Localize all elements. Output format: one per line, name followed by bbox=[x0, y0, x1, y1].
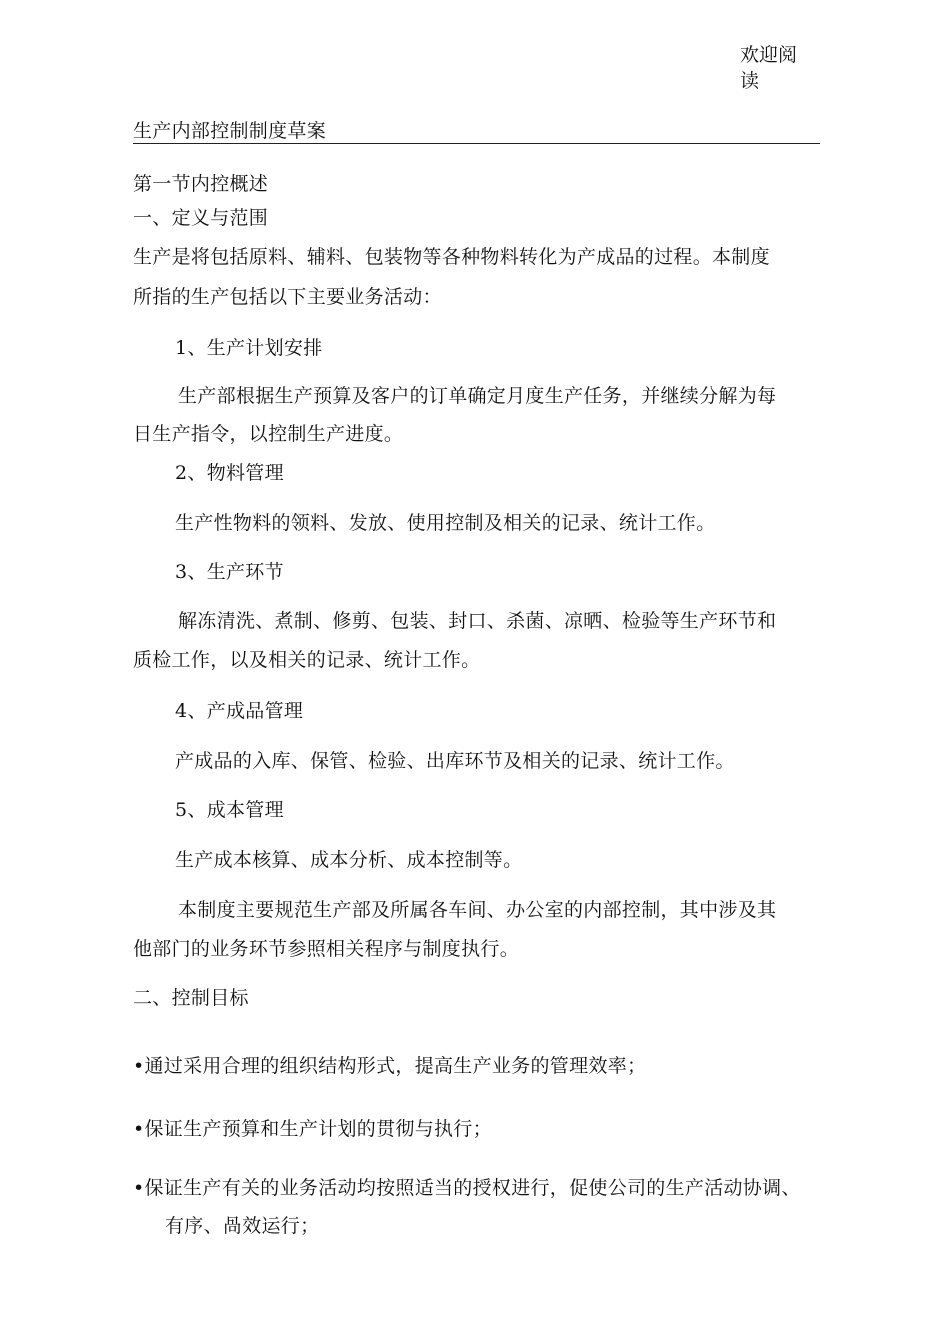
header-rule bbox=[133, 143, 820, 144]
goal-bullet: •保证生产有关的业务活动均按照适当的授权进行，促使公司的生产活动协调、 bbox=[133, 1177, 801, 1199]
scope-paragraph-line: 他部门的业务环节参照相关程序与制度执行。 bbox=[133, 938, 520, 960]
corner-note: 欢迎阅读 bbox=[740, 44, 798, 92]
subsection-heading-goals: 二、控制目标 bbox=[133, 987, 249, 1009]
item-heading: 2、物料管理 bbox=[175, 462, 284, 484]
item-body-line: 生产成本核算、成本分析、成本控制等。 bbox=[175, 849, 523, 871]
item-body-line: 日生产指令，以控制生产进度。 bbox=[133, 423, 404, 445]
item-body-line: 产成品的入库、保管、检验、出库环节及相关的记录、统计工作。 bbox=[175, 750, 735, 772]
item-body-line: 生产性物料的领料、发放、使用控制及相关的记录、统计工作。 bbox=[175, 512, 716, 534]
section-title: 第一节内控概述 bbox=[133, 173, 269, 195]
intro-paragraph-line: 生产是将包括原料、辅料、包装物等各种物料转化为产成品的过程。本制度 bbox=[133, 246, 770, 268]
item-body-line: 质检工作，以及相关的记录、统计工作。 bbox=[133, 649, 481, 671]
item-body-line: 解冻清洗、煮制、修剪、包装、封口、杀菌、凉晒、检验等生产环节和 bbox=[178, 610, 777, 632]
item-heading: 5、成本管理 bbox=[175, 799, 284, 821]
goal-bullet: •通过采用合理的组织结构形式，提高生产业务的管理效率； bbox=[133, 1055, 647, 1077]
item-heading: 1、生产计划安排 bbox=[175, 337, 323, 359]
subsection-heading-definition: 一、定义与范围 bbox=[133, 207, 269, 229]
header-title: 生产内部控制制度草案 bbox=[133, 120, 327, 142]
item-body-line: 生产部根据生产预算及客户的订单确定月度生产任务，并继续分解为每 bbox=[178, 385, 777, 407]
goal-bullet: •保证生产预算和生产计划的贯彻与执行； bbox=[133, 1118, 492, 1140]
item-heading: 4、产成品管理 bbox=[175, 700, 304, 722]
scope-paragraph-line: 本制度主要规范生产部及所属各车间、办公室的内部控制，其中涉及其 bbox=[178, 899, 777, 921]
item-heading: 3、生产环节 bbox=[175, 561, 284, 583]
goal-bullet-continuation: 有序、咼效运行； bbox=[165, 1215, 320, 1237]
intro-paragraph-line: 所指的生产包括以下主要业务活动： bbox=[133, 286, 442, 308]
